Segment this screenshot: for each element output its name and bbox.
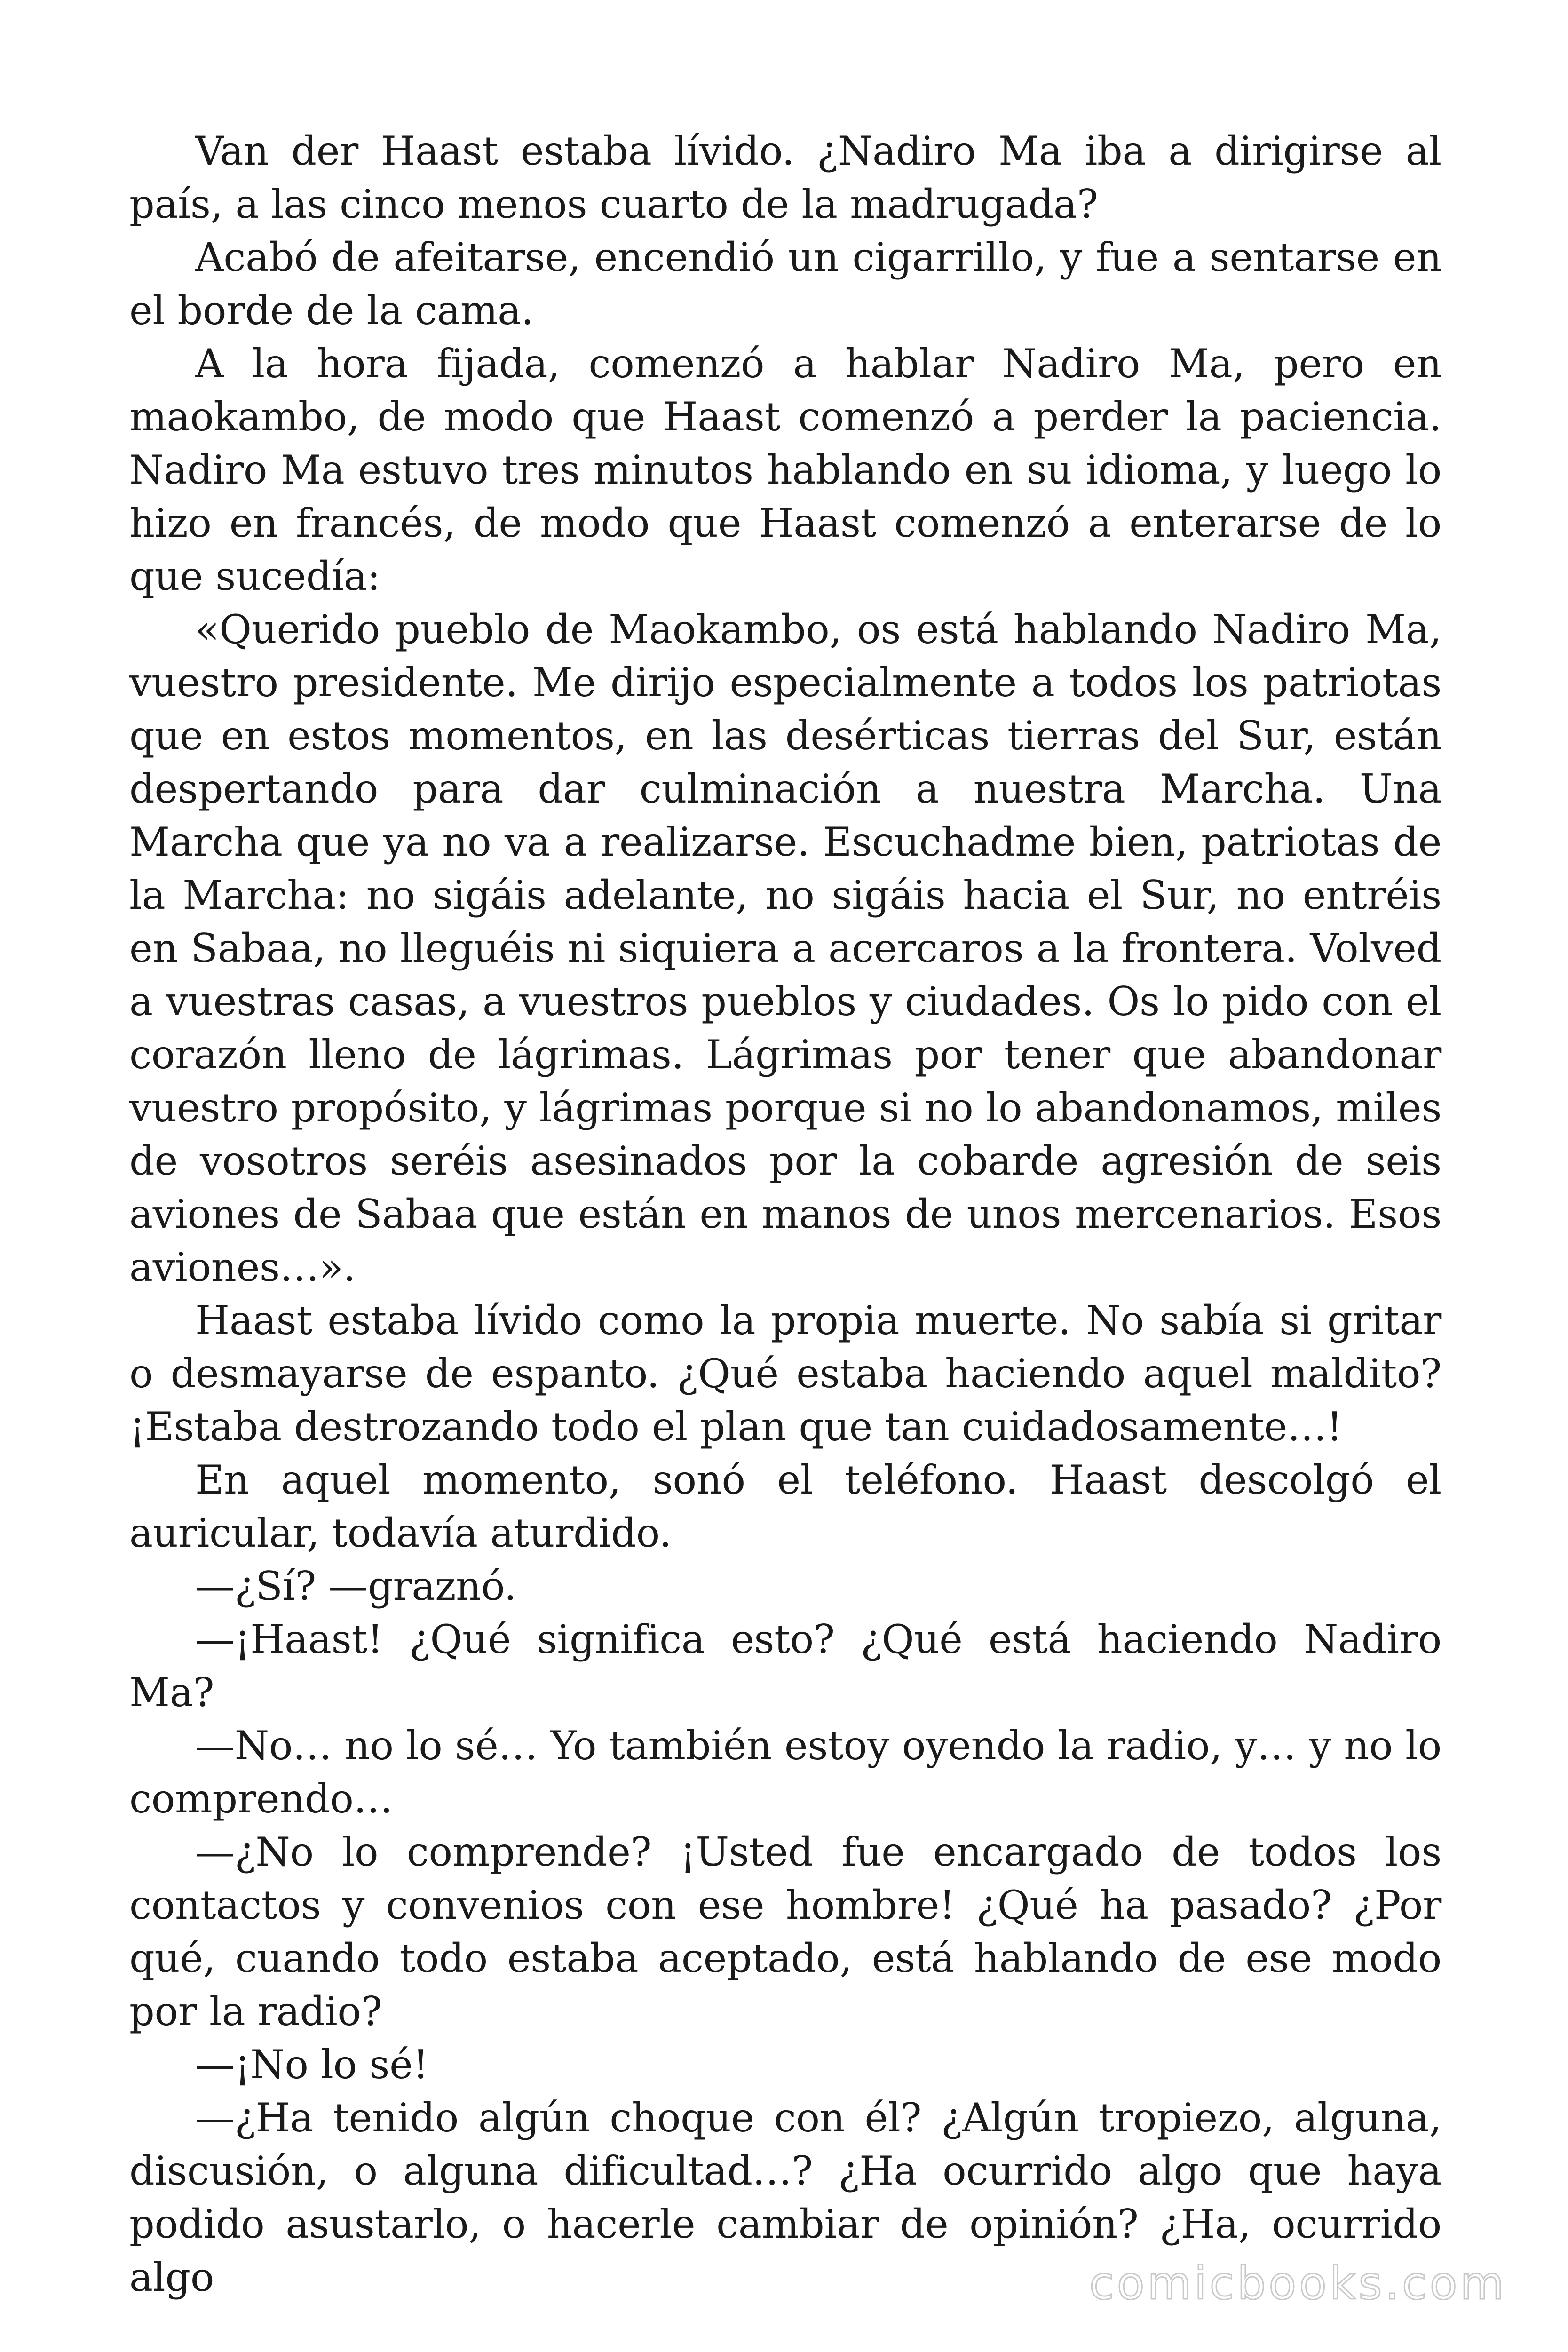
- paragraph: «Querido pueblo de Maokambo, os está hablando Nadiro Ma, vuestro presidente. Me dirijo especialmente a todos los patriotas que en estos momentos, en las desérticas tierras del Sur, están despertando para dar culminación a nuestra Marcha. Una Marcha que ya no va a realizarse. Escuchadme bien, patriotas de la Marcha: no sigáis adelante, no sigáis hacia el Sur, no entréis en Sabaa, no lleguéis ni siquiera a acercaros a la frontera. Volved a vuestras casas, a vuestros pueblos y ciudades. Os lo pido con el corazón lleno de lágrimas. Lágrimas por tener que abandonar vuestro propósito, y lágrimas porque si no lo abandonamos, miles de vosotros seréis asesinados por la cobarde agresión de seis aviones de Sabaa que están en manos de unos mercenarios. Esos aviones…».: [129, 606, 1441, 1290]
- page-body: [129, 125, 1441, 2304]
- dialogue-line: —No… no lo sé… Yo también estoy oyendo la radio, y… y no lo comprendo…: [129, 1723, 1441, 1822]
- paragraph: A la hora fijada, comenzó a hablar Nadiro Ma, pero en maokambo, de modo que Haast comenzó a perder la paciencia. Nadiro Ma estuvo tres minutos hablando en su idioma, y luego lo hizo en francés, de modo que Haast comenzó a enterarse de lo que sucedía:: [129, 341, 1441, 599]
- dialogue-line: —¡Haast! ¿Qué significa esto? ¿Qué está haciendo Nadiro Ma?: [129, 1616, 1441, 1716]
- paragraph: Haast estaba lívido como la propia muerte. No sabía si gritar o desmayarse de espanto. ¿Qué estaba haciendo aquel maldito? ¡Estaba destrozando todo el plan que tan cuidadosamente…!: [129, 1297, 1441, 1450]
- paragraph: Acabó de afeitarse, encendió un cigarrillo, y fue a sentarse en el borde de la cama.: [129, 234, 1441, 334]
- dialogue-line: —¿No lo comprende? ¡Usted fue encargado de todos los contactos y convenios con ese hombre! ¿Qué ha pasado? ¿Por qué, cuando todo estaba aceptado, está hablando de ese modo por la radio?: [129, 1829, 1441, 2034]
- dialogue-line: —¡No lo sé!: [195, 2042, 428, 2088]
- dialogue-line: —¿Ha tenido algún choque con él? ¿Algún tropiezo, alguna, discusión, o alguna dificultad…? ¿Ha ocurrido algo que haya podido asustarlo, o hacerle cambiar de opinión? ¿Ha, ocurrido algo: [129, 2095, 1441, 2300]
- paragraph: Van der Haast estaba lívido. ¿Nadiro Ma iba a dirigirse al país, a las cinco menos cuarto de la madrugada?: [129, 128, 1441, 227]
- paragraph: En aquel momento, sonó el teléfono. Haast descolgó el auricular, todavía aturdido.: [129, 1457, 1441, 1556]
- watermark: comicbooks.com: [1089, 2257, 1507, 2310]
- dialogue-line: —¿Sí? —graznó.: [195, 1563, 517, 1609]
